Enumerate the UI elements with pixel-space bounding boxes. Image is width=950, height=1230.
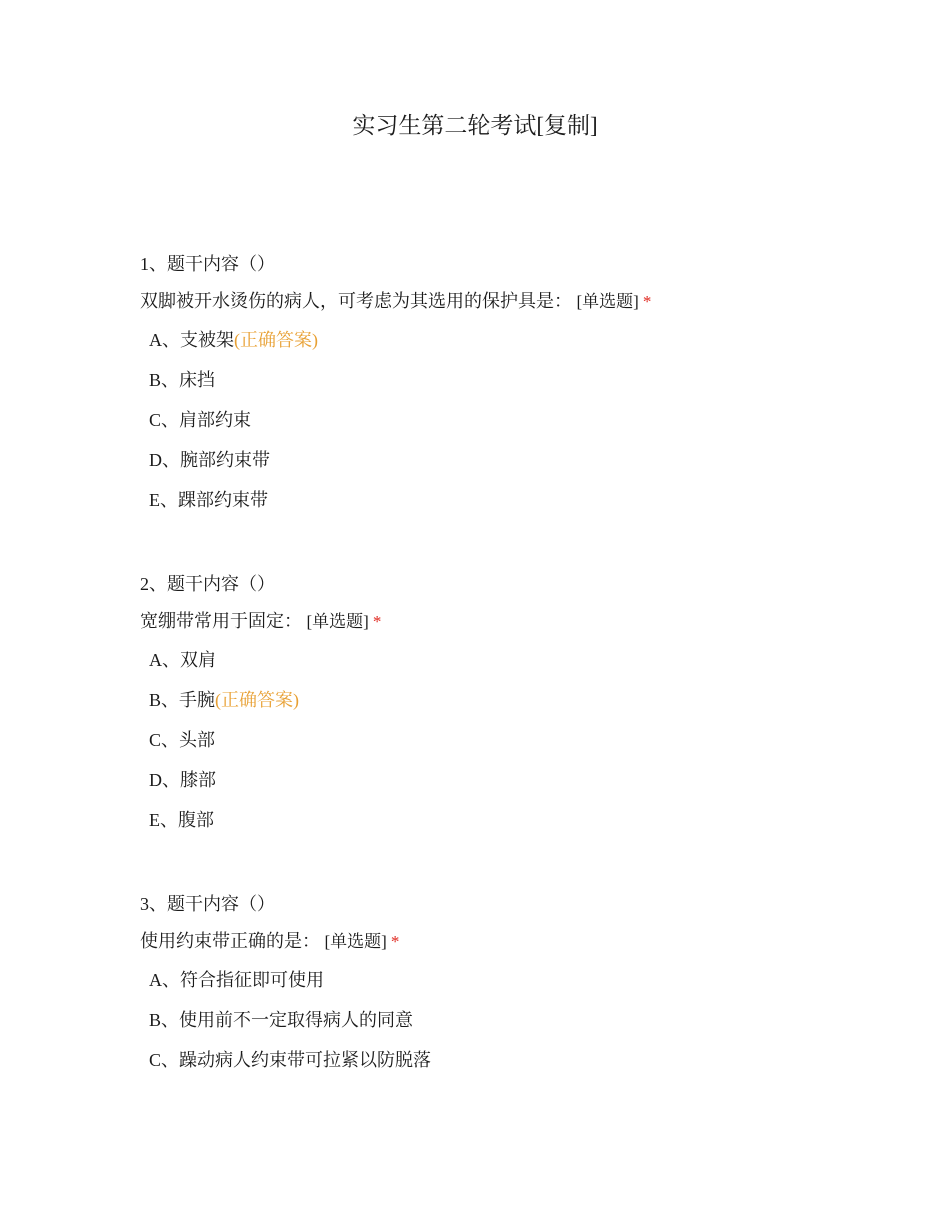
option-e (149, 485, 860, 515)
question-type-label: [单选题] (324, 932, 387, 951)
question-type-label: [单选题] (576, 292, 639, 311)
option-text: E、腹部 (149, 810, 214, 830)
question-type-label: [单选题] (306, 612, 369, 631)
question-header: 2、题干内容（） (140, 574, 275, 594)
option-text: B、使用前不一定取得病人的同意 (149, 1010, 414, 1030)
question-1 (140, 249, 860, 525)
page-title: 实习生第二轮考试[复制] (352, 113, 598, 138)
option-text: E、踝部约束带 (149, 490, 268, 510)
question-stem (140, 286, 860, 316)
question-stem-text: 双脚被开水烫伤的病人，可考虑为其选用的保护具是： (140, 291, 572, 311)
question-stem (140, 926, 860, 956)
option-c (149, 405, 860, 435)
question-3 (140, 889, 860, 1085)
question-stem (140, 606, 860, 636)
option-text: A、双肩 (149, 650, 216, 670)
option-d (149, 765, 860, 795)
option-text: B、床挡 (149, 370, 216, 390)
option-b (149, 1005, 860, 1035)
option-text: C、肩部约束 (149, 410, 252, 430)
option-text: B、手腕 (149, 690, 216, 710)
question-2 (140, 569, 860, 845)
option-c (149, 1045, 860, 1075)
question-stem-text: 宽绷带常用于固定： (140, 611, 302, 631)
option-c (149, 725, 860, 755)
option-text: C、头部 (149, 730, 216, 750)
question-header: 3、题干内容（） (140, 894, 275, 914)
correct-answer-note: (正确答案) (234, 330, 318, 350)
option-list (140, 325, 860, 515)
option-b (149, 365, 860, 395)
option-b (149, 685, 860, 715)
option-a (149, 645, 860, 675)
required-mark: * (390, 932, 400, 951)
option-text: D、腕部约束带 (149, 450, 270, 470)
question-header: 1、题干内容（） (140, 254, 275, 274)
option-e (149, 805, 860, 835)
option-list (140, 645, 860, 835)
option-list (140, 965, 860, 1075)
required-mark: * (372, 612, 382, 631)
option-d (149, 445, 860, 475)
option-text: D、膝部 (149, 770, 216, 790)
option-text: A、符合指征即可使用 (149, 970, 324, 990)
option-a (149, 325, 860, 355)
required-mark: * (642, 292, 652, 311)
option-a (149, 965, 860, 995)
correct-answer-note: (正确答案) (215, 690, 300, 710)
question-stem-text: 使用约束带正确的是： (140, 931, 320, 951)
option-text: C、躁动病人约束带可拉紧以防脱落 (149, 1050, 432, 1070)
option-text: A、支被架 (149, 330, 234, 350)
